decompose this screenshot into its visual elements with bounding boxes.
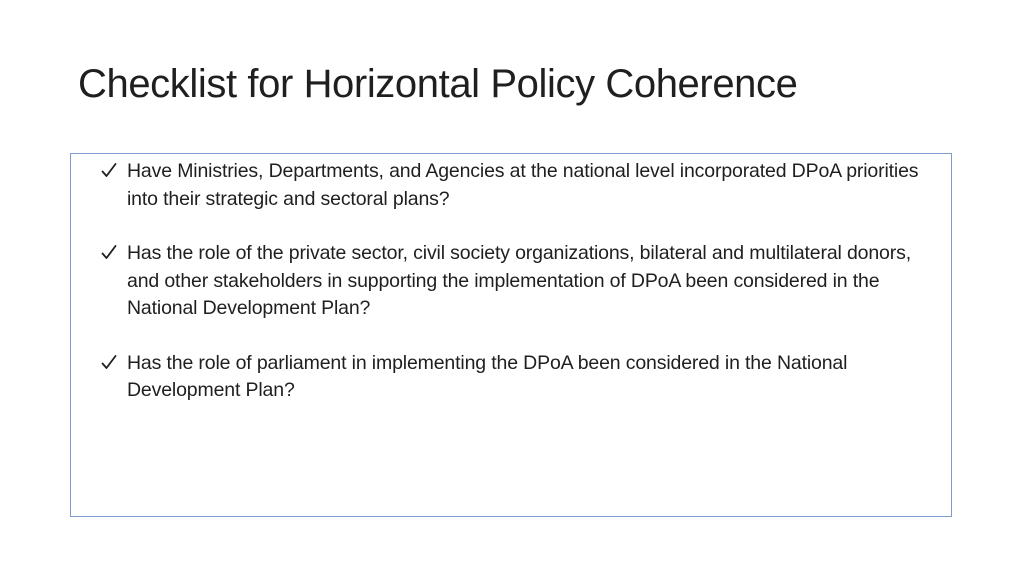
checklist-item-text: Has the role of the private sector, civil society organizations, bilateral and multilateral donors, and other stakeholders in supporting the implementation of DPoA been considered in the National Development Plan?: [127, 242, 911, 319]
checklist-box: [70, 153, 952, 517]
checklist-item: [101, 240, 941, 323]
checklist-item-text: Has the role of parliament in implementing the DPoA been considered in the National Development Plan?: [127, 351, 848, 401]
slide-title: Checklist for Horizontal Policy Coherence: [78, 62, 798, 106]
checkmark-icon: [101, 159, 117, 181]
checklist-item: [101, 350, 941, 405]
checklist: [101, 158, 941, 405]
checkmark-icon: [101, 351, 117, 373]
checklist-item: [101, 158, 941, 213]
checkmark-icon: [101, 241, 117, 263]
checklist-item-text: Have Ministries, Departments, and Agencies at the national level incorporated DPoA priorities into their strategic and sectoral plans?: [127, 160, 919, 210]
